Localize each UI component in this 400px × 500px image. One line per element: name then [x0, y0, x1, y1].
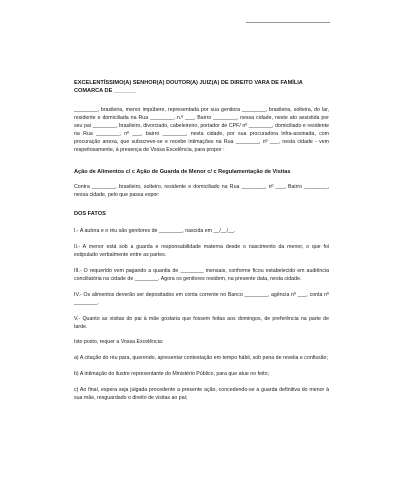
document-body — [74, 79, 329, 403]
facts-title: DOS FATOS — [74, 211, 106, 218]
fact-3: III.- O requerido vem pagando a quantia de ________ mensais, conforme ficou estabelecido em audiência conciliatória na cidade de ________. Agora os genitores residem, na presente data, nesta cidade. — [74, 267, 329, 282]
intro-paragraph: ________, brasileira, menor impúbere, representada por sua genitora ________, brasileira, solteira, do lar, residente e domiciliada na Rua ________, n.º ___, Bairro ________, nessa cidade, neste ato assistida por seu pai ________, brasileiro, divorciado, cabeleireiro, portador de CPF/ nº ________, domiciliado e residente na Rua ________, nº ___, bairro ________, nesta cidade, por sua procuradora infra-assinada, com procuração anexa, que subscreve-se e recebe intimações na Rua ________, nº ___, nesta cidade - vem respeitosamente, à presença de Vossa Excelência, para propor : — [74, 107, 329, 153]
against-paragraph: Contra ________, brasileiro, solteiro, residente e domiciliado na Rua ________, nº ___, Bairro ________, nessa cidade, pelo que passa expor: — [74, 184, 329, 199]
header-line — [246, 22, 330, 23]
action-title: Ação de Alimentos c/ c Ação de Guarda de Menor c/ c Regulamentação de Visitas — [74, 169, 291, 176]
request-a: a) A citação do réu para, querendo, apresentar contestação em tempo hábil, sob pena de revelia e confissão; — [74, 355, 328, 362]
request-b: b) A intimação do ilustre representante do Ministério Público, para que atue no feito; — [74, 371, 269, 378]
fact-4: IV.- Os alimentos deverão ser depositados em conta corrente no Banco ________, agência nº ___, conta nº ________. — [74, 291, 329, 306]
request-intro: Isto posto, requer a Vossa Excelência: — [74, 339, 164, 346]
petition-heading: EXCELENTÍSSIMO(A) SENHOR(A) DOUTOR(A) JUIZ(A) DE DIREITO VARA DE FAMÍLIA COMARCA DE _______ — [74, 80, 303, 94]
fact-2: II.- A menor está sob a guarda e responsabilidade materna desde o nascimento da menor, o que foi estipulado verbalmente entre as partes. — [74, 244, 329, 259]
fact-1: I.- A autora e o réu são genitores de ________, nascida em __/__/__. — [74, 228, 236, 235]
fact-5: V.- Quanto as visitas do pai à mãe gostaria que fossem feitas aos domingos, de preferência na parte de tarde. — [74, 315, 329, 330]
request-c: c) Ao final, espera seja julgada procedente a presente ação, concedendo-se a guarda definitiva do menor à sua mãe, resguardado o direito de visitas ao pai; — [74, 387, 329, 402]
